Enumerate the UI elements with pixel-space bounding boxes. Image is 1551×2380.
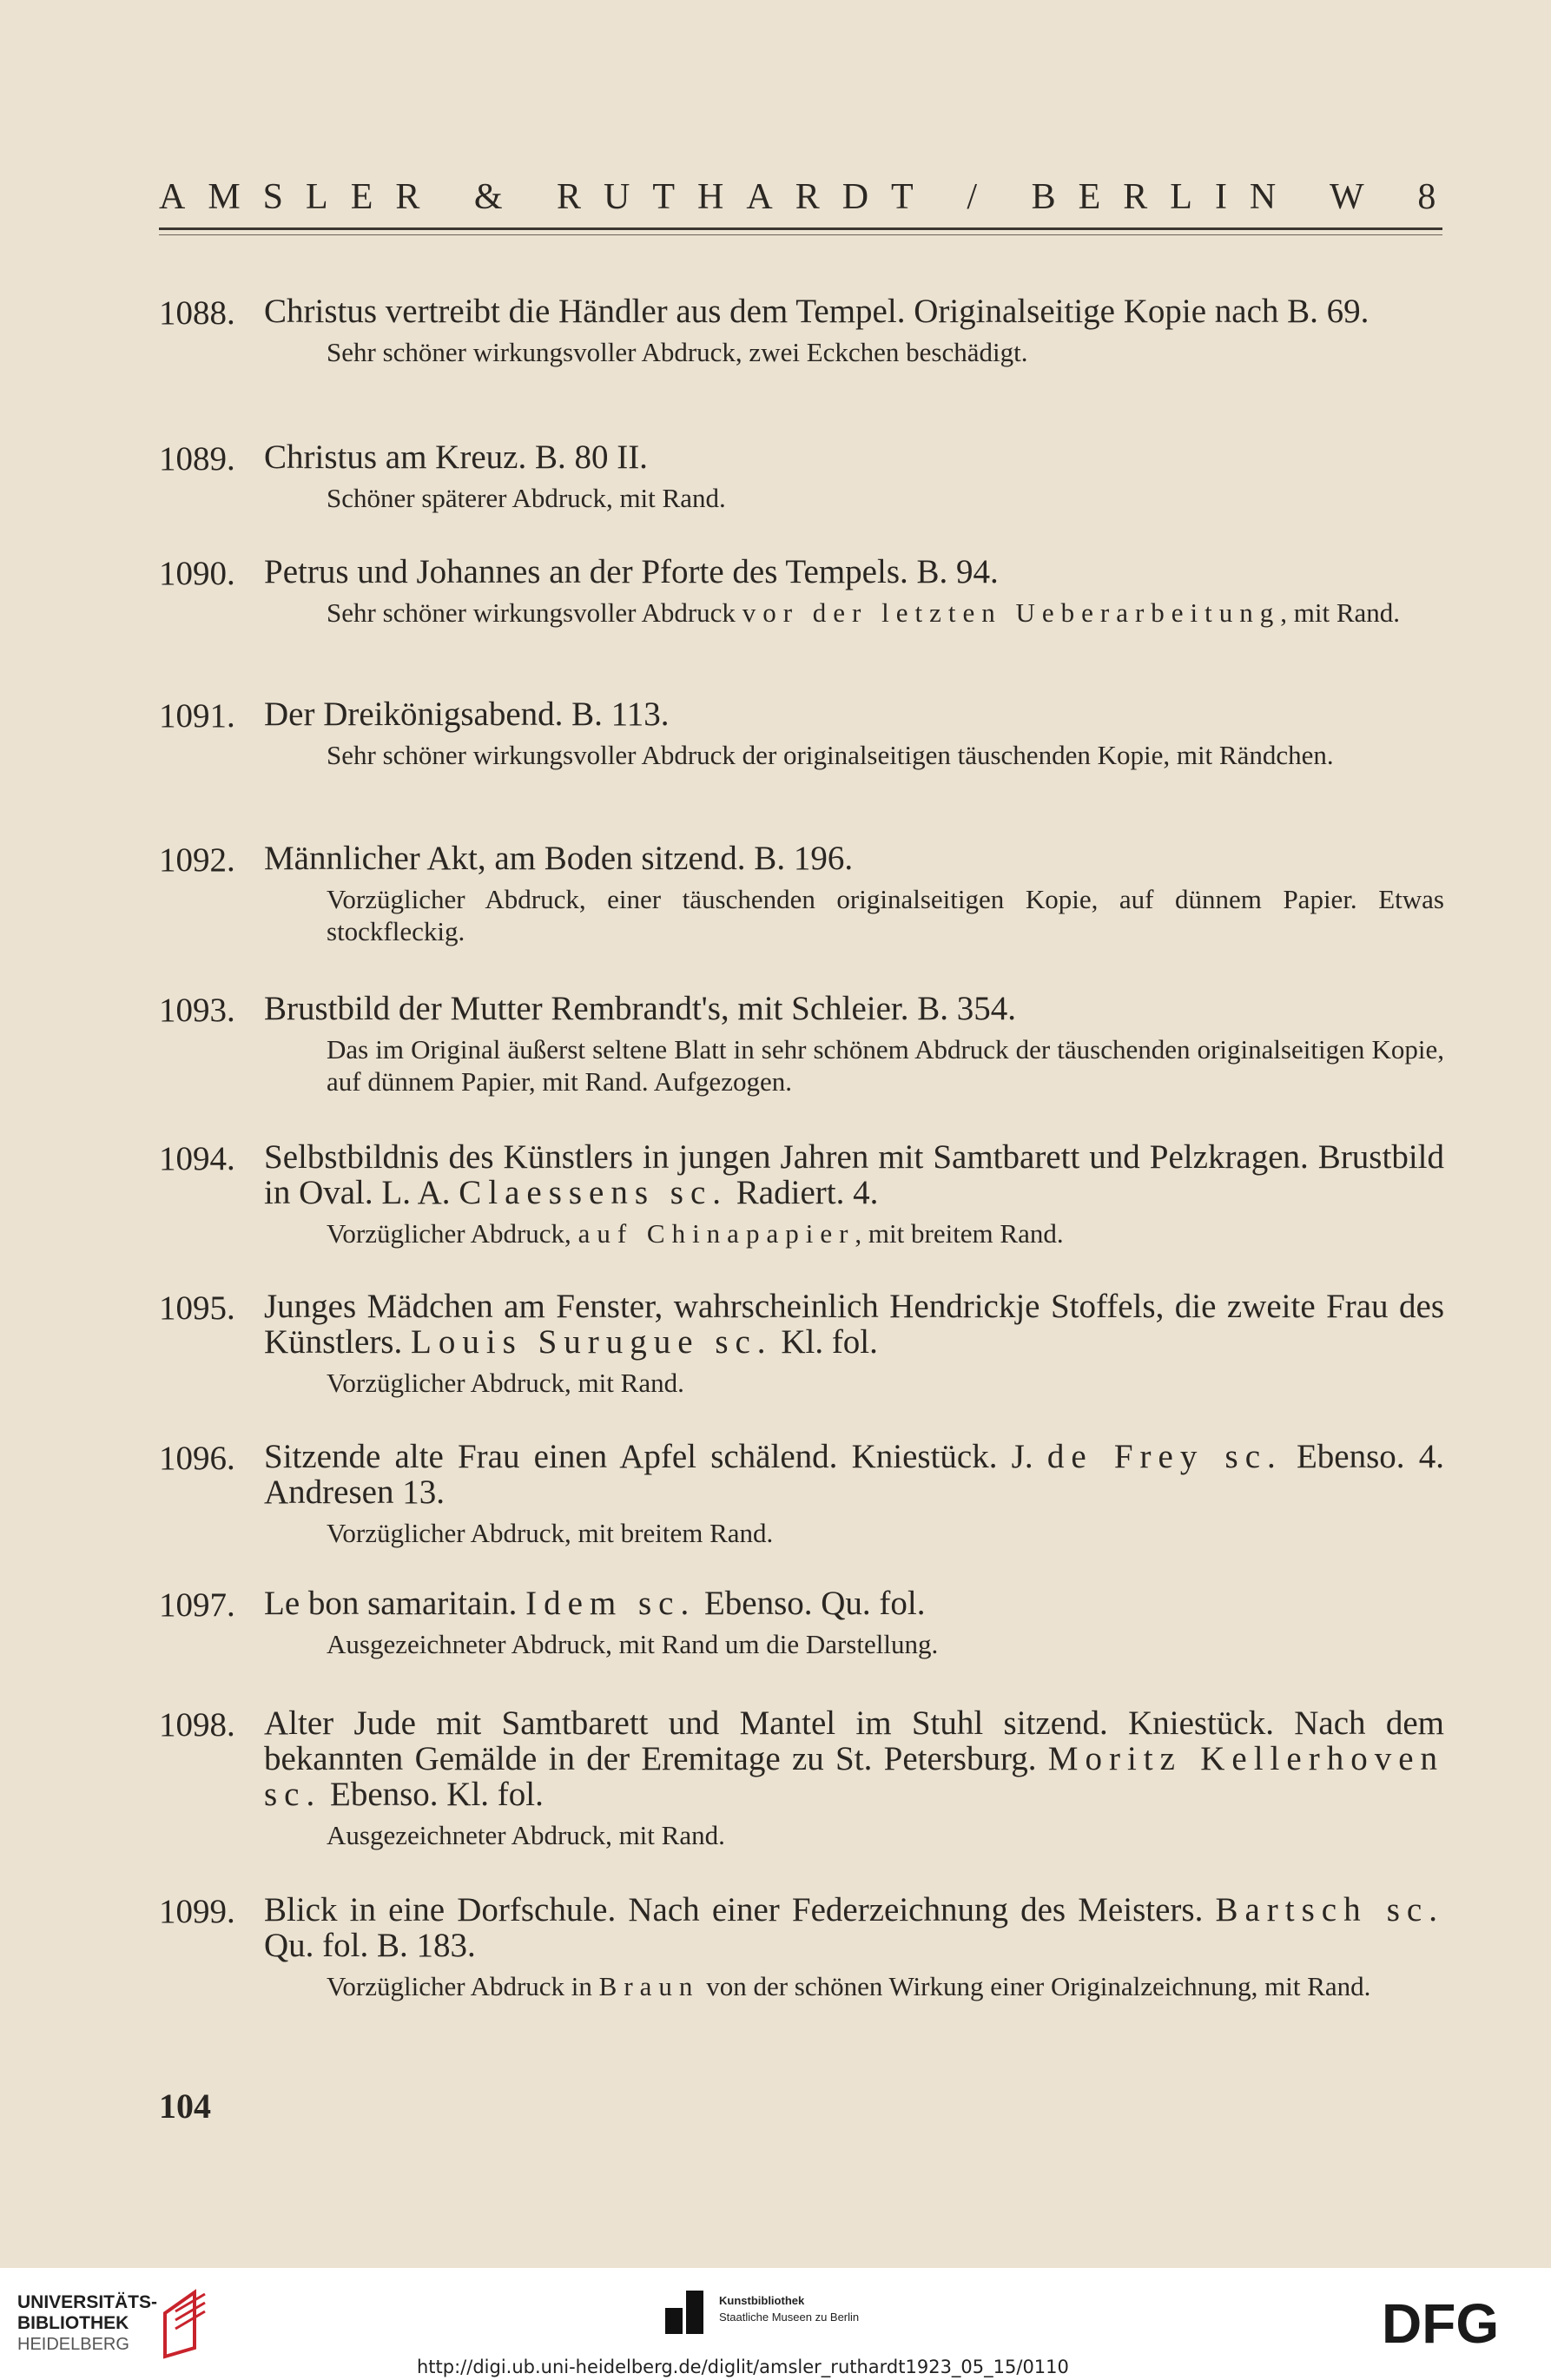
entry-number: 1098. <box>159 1706 235 1744</box>
catalog-entry-1094 <box>159 1139 1444 1249</box>
entry-title: Le bon samaritain. Idem sc. Ebenso. Qu. fol. <box>264 1585 926 1622</box>
entry-description: Vorzüglicher Abdruck, einer täuschenden originalseitigen Kopie, auf dünnem Papier. Etwas stockfleckig. <box>327 884 1444 946</box>
entry-title: Blick in eine Dorfschule. Nach einer Federzeichnung des Meisters. Bartsch sc. Qu. fol. B. 183. <box>264 1891 1444 1964</box>
entry-number: 1097. <box>159 1586 235 1624</box>
entry-title: Der Dreikönigsabend. B. 113. <box>264 696 670 733</box>
entry-description: Vorzüglicher Abdruck, mit Rand. <box>327 1368 684 1398</box>
entry-description: Vorzüglicher Abdruck, mit breitem Rand. <box>327 1518 774 1548</box>
entry-title: Alter Jude mit Samtbarett und Mantel im Stuhl sitzend. Kniestück. Nach dem bekannten Gemälde in der Eremitage zu St. Petersburg. Moritz Kellerhoven sc. Ebenso. Kl. fol. <box>264 1704 1445 1813</box>
entry-description: Vorzüglicher Abdruck in Braun von der schönen Wirkung einer Originalzeichnung, mit Rand. <box>327 1971 1371 2001</box>
dfg-logo[interactable] <box>1382 2298 1528 2350</box>
entry-title: Sitzende alte Frau einen Apfel schälend. Kniestück. J. de Frey sc. Ebenso. 4. Andresen 13. <box>264 1438 1444 1511</box>
entry-description: Sehr schöner wirkungsvoller Abdruck vor der letzten Ueberarbeitung, mit Rand. <box>327 597 1401 628</box>
catalog-entry-1099 <box>159 1892 1444 2002</box>
entry-title: Selbstbildnis des Künstlers in jungen Jahren mit Samtbarett und Pelzkragen. Brustbild in Oval. L. A. Claessens sc. Radiert. 4. <box>264 1138 1444 1211</box>
entry-number: 1094. <box>159 1140 235 1177</box>
entry-title: Christus am Kreuz. B. 80 II. <box>264 438 648 476</box>
entry-number: 1088. <box>159 294 235 332</box>
catalog-entry-1091 <box>159 696 1444 771</box>
svg-text:DFG: DFG <box>1382 2298 1500 2350</box>
ub-logo-text: UNIVERSITÄTS- BIBLIOTHEK HEIDELBERG <box>17 2292 158 2354</box>
catalog-entry-1088 <box>159 293 1444 368</box>
entry-number: 1090. <box>159 555 235 592</box>
catalog-entry-1098 <box>159 1705 1444 1851</box>
entry-description: Ausgezeichneter Abdruck, mit Rand um die Darstellung. <box>327 1629 939 1659</box>
kb-logo-text: Kunstbibliothek Staatliche Museen zu Berlin <box>719 2294 860 2324</box>
header-rule-thin <box>159 234 1442 235</box>
entry-number: 1091. <box>159 697 235 735</box>
entry-number: 1089. <box>159 440 235 478</box>
entry-number: 1095. <box>159 1289 235 1327</box>
entry-description: Ausgezeichneter Abdruck, mit Rand. <box>327 1820 725 1850</box>
catalog-entry-1092 <box>159 841 1444 947</box>
catalog-entry-1093 <box>159 991 1444 1098</box>
entry-description: Das im Original äußerst seltene Blatt in sehr schönem Abdruck der täuschenden originalseitigen Kopie, auf dünnem Papier, mit Rand. Aufgezogen. <box>327 1034 1444 1097</box>
page-number: 104 <box>159 2087 211 2126</box>
entry-title: Männlicher Akt, am Boden sitzend. B. 196. <box>264 840 854 877</box>
entry-description: Vorzüglicher Abdruck, auf Chinapapier, mit breitem Rand. <box>327 1218 1064 1249</box>
entry-title: Christus vertreibt die Händler aus dem Tempel. Originalseitige Kopie nach B. 69. <box>264 293 1370 330</box>
source-url-link[interactable]: http://digi.ub.uni-heidelberg.de/diglit/amsler_ruthardt1923_05_15/0110 <box>417 2357 1069 2377</box>
entry-description: Sehr schöner wirkungsvoller Abdruck der originalseitigen täuschenden Kopie, mit Rändchen. <box>327 740 1334 770</box>
ub-heidelberg-logo[interactable] <box>17 2292 217 2362</box>
ub-emblem-icon <box>156 2287 217 2360</box>
entry-title: Petrus und Johannes an der Pforte des Tempels. B. 94. <box>264 553 999 590</box>
entry-title: Brustbild der Mutter Rembrandt's, mit Schleier. B. 354. <box>264 990 1017 1027</box>
entry-number: 1092. <box>159 841 235 879</box>
kb-emblem-icon <box>660 2289 709 2337</box>
dfg-logo-icon <box>1382 2298 1528 2350</box>
catalog-entry-1096 <box>159 1439 1444 1549</box>
entry-title: Junges Mädchen am Fenster, wahrscheinlich Hendrickje Stoffels, die zweite Frau des Künstlers. Louis Surugue sc. Kl. fol. <box>264 1288 1444 1361</box>
entry-description: Sehr schöner wirkungsvoller Abdruck, zwei Eckchen beschädigt. <box>327 337 1028 367</box>
catalog-entry-1090 <box>159 554 1444 629</box>
page-header: AMSLER & RUTHARDT / BERLIN W 8 <box>159 177 1459 217</box>
entry-number: 1093. <box>159 992 235 1029</box>
entry-number: 1099. <box>159 1893 235 1930</box>
kunstbibliothek-logo[interactable] <box>660 2289 938 2341</box>
catalog-entry-1097 <box>159 1586 1444 1660</box>
entry-description: Schöner späterer Abdruck, mit Rand. <box>327 483 726 513</box>
header-rule-thick <box>159 227 1442 230</box>
catalog-entry-1095 <box>159 1289 1444 1399</box>
entry-number: 1096. <box>159 1440 235 1477</box>
footer-bar <box>0 2268 1551 2380</box>
catalog-entry-1089 <box>159 439 1444 514</box>
